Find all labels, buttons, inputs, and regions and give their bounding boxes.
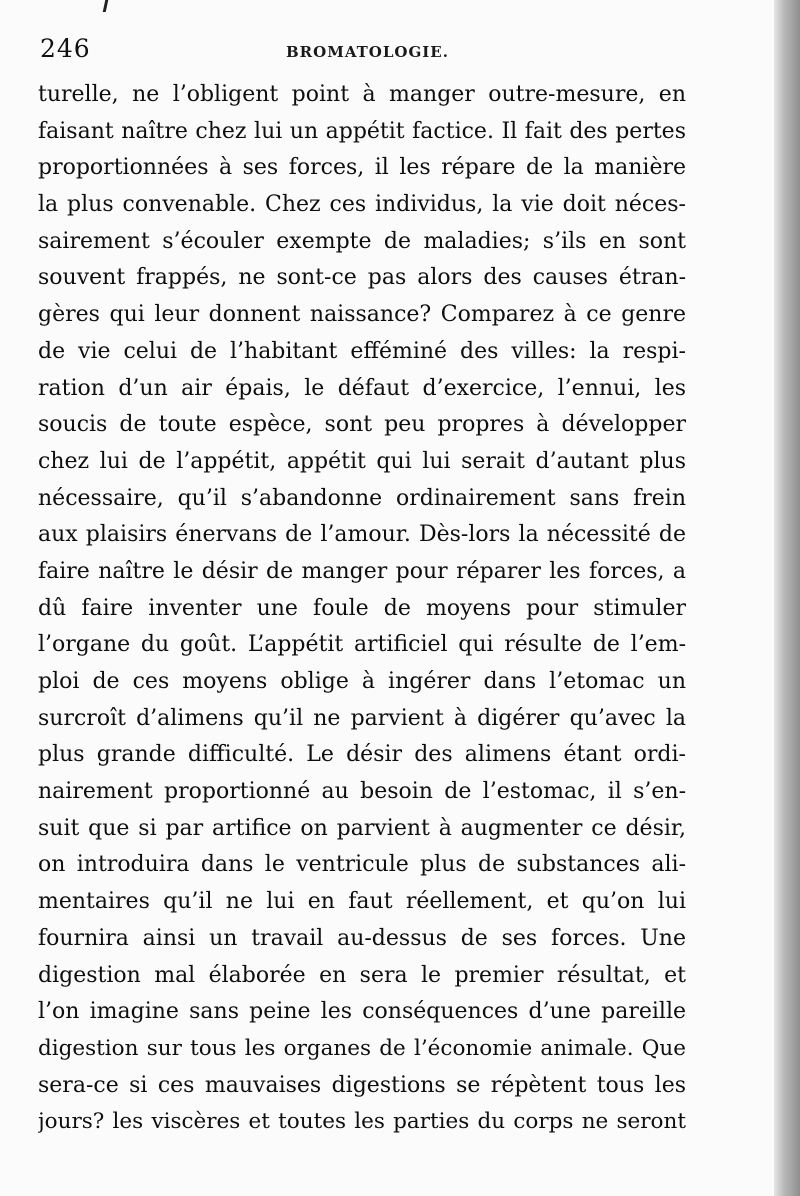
text-line: de vie celui de l’habitant efféminé des villes: la respi- xyxy=(38,338,686,364)
page-header xyxy=(40,34,760,68)
page-number: 246 xyxy=(40,34,91,63)
text-line: turelle, ne l’obligent point à manger outre-mesure, en xyxy=(38,82,686,107)
text-line: ploi de ces moyens oblige à ingérer dans l’etomac un xyxy=(38,669,686,694)
text-line: mentaires qu’il ne lui en faut réellement, et qu’on lui xyxy=(38,889,686,915)
text-line: l’organe du goût. L’appétit artificiel qui résulte de l’em- xyxy=(38,632,686,658)
text-line: jours? les viscères et toutes les parties du corps ne seront xyxy=(38,1109,686,1135)
text-line: proportionnées à ses forces, il les répare de la manière xyxy=(38,155,686,181)
text-line: chez lui de l’appétit, appétit qui lui serait d’autant plus xyxy=(38,448,686,474)
text-line: suit que si par artifice on parvient à augmenter ce désir, xyxy=(38,815,686,841)
text-line: surcroît d’alimens qu’il ne parvient à digérer qu’avec la xyxy=(38,705,686,731)
text-line: nairement proportionné au besoin de l’estomac, il s’en- xyxy=(38,779,686,805)
text-line: sera-ce si ces mauvaises digestions se répètent tous les xyxy=(38,1072,686,1098)
text-line: nécessaire, qu’il s’abandonne ordinairement sans frein xyxy=(38,485,686,511)
text-line: aux plaisirs énervans de l’amour. Dès-lors la nécessité de xyxy=(38,522,686,548)
running-title: BROMATOLOGIE. xyxy=(286,43,449,61)
text-line: gères qui leur donnent naissance? Comparez à ce genre xyxy=(38,302,686,328)
text-line: l’on imagine sans peine les conséquences d’une pareille xyxy=(38,999,686,1025)
text-line: ration d’un air épais, le défaut d’exercice, l’ennui, les xyxy=(38,375,686,401)
text-line: faisant naître chez lui un appétit factice. Il fait des pertes xyxy=(38,118,686,144)
text-line: soucis de toute espèce, sont peu propres à développer xyxy=(38,412,686,438)
text-line: digestion sur tous les organes de l’économie animale. Que xyxy=(38,1035,686,1061)
body-text xyxy=(38,77,686,1141)
text-line: dû faire inventer une foule de moyens pour stimuler xyxy=(38,595,686,621)
text-line: souvent frappés, ne sont-ce pas alors des causes étran- xyxy=(38,265,686,291)
text-line: sairement s’écouler exempte de maladies; s’ils en sont xyxy=(38,228,686,254)
text-line: faire naître le désir de manger pour réparer les forces, a xyxy=(38,558,686,584)
text-line: digestion mal élaborée en sera le premier résultat, et xyxy=(38,962,686,988)
text-line: la plus convenable. Chez ces individus, la vie doit néces- xyxy=(38,192,686,218)
text-line: on introduira dans le ventricule plus de substances ali- xyxy=(38,852,686,878)
text-line: fournira ainsi un travail au-dessus de ses forces. Une xyxy=(38,925,686,951)
page-edge-shadow xyxy=(774,0,800,1196)
text-line: plus grande difficulté. Le désir des alimens étant ordi- xyxy=(38,742,686,768)
ink-mark xyxy=(103,0,109,12)
